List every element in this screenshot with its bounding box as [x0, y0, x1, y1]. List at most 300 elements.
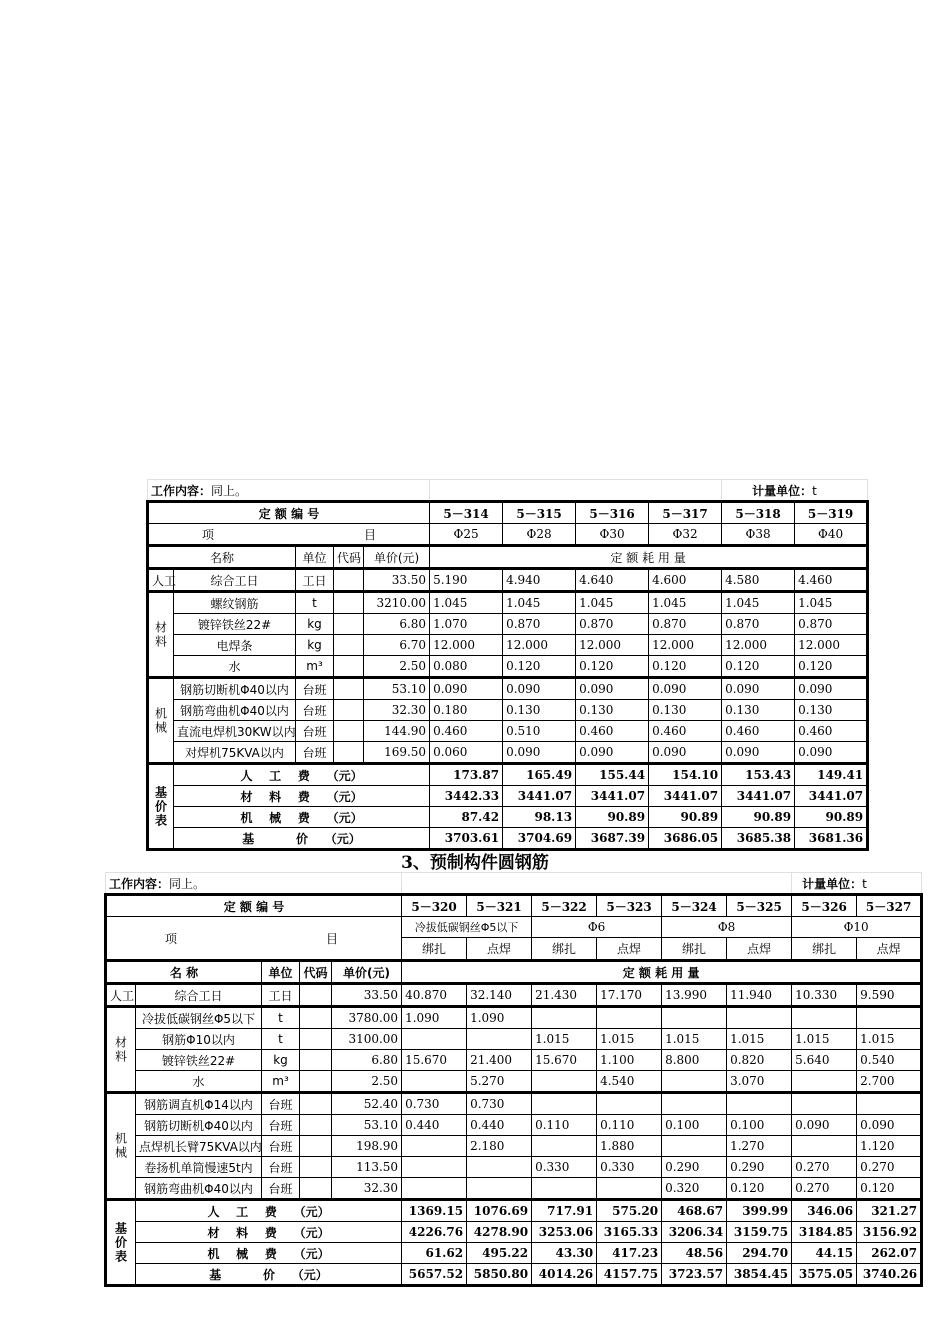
consumption-label: 定 额 耗 用 量 [430, 546, 868, 569]
base-label: 材 料 费 （元） [174, 786, 430, 807]
work-content-label: 工作内容： [151, 483, 212, 498]
item-unit: m³ [296, 656, 334, 678]
base-row [148, 807, 868, 828]
base-value: 4226.76 [402, 1222, 467, 1243]
value-cell: 2.700 [857, 1071, 922, 1093]
value-cell: 11.940 [727, 984, 792, 1007]
item-row [148, 614, 868, 635]
method-cell: 点焊 [857, 938, 922, 961]
value-cell [792, 1071, 857, 1093]
base-value: 346.06 [792, 1200, 857, 1222]
value-cell: 0.120 [503, 656, 576, 678]
base-value: 87.42 [430, 807, 503, 828]
material-group-label: 材料 [106, 1007, 136, 1093]
base-label: 机 械 费 （元） [136, 1243, 402, 1264]
base-value: 155.44 [576, 764, 649, 786]
item-unit: 台班 [296, 742, 334, 764]
material-group-label: 材料 [148, 592, 174, 678]
section-title: 3、预制构件圆钢筋 [401, 853, 549, 873]
base-value: 4278.90 [467, 1222, 532, 1243]
value-cell [662, 1093, 727, 1115]
base-value: 3206.34 [662, 1222, 727, 1243]
value-cell: 0.090 [795, 742, 868, 764]
consumption-label: 定 额 耗 用 量 [402, 961, 922, 984]
base-value: 153.43 [722, 764, 795, 786]
unit-value: t [862, 876, 867, 891]
base-value: 48.56 [662, 1243, 727, 1264]
item-row [106, 1071, 922, 1093]
value-cell: 0.100 [662, 1115, 727, 1136]
value-cell: 1.015 [792, 1029, 857, 1050]
value-cell: 5.640 [792, 1050, 857, 1071]
value-cell: 0.080 [430, 656, 503, 678]
value-cell: 15.670 [532, 1050, 597, 1071]
value-cell [727, 1093, 792, 1115]
value-cell [857, 1007, 922, 1029]
base-value: 3184.85 [792, 1222, 857, 1243]
item-row [148, 569, 868, 592]
item-price: 6.80 [332, 1050, 402, 1071]
base-value: 3686.05 [649, 828, 722, 850]
spec-group-row [106, 917, 922, 938]
base-group-label: 基价表 [148, 764, 174, 850]
spec-group: Φ6 [532, 917, 662, 938]
item-unit: t [262, 1029, 300, 1050]
spec-cell: Φ25 [430, 524, 503, 546]
base-label: 人 工 费 （元） [174, 764, 430, 786]
base-value: 98.13 [503, 807, 576, 828]
value-cell [662, 1071, 727, 1093]
item-row [106, 1136, 922, 1157]
base-value: 90.89 [722, 807, 795, 828]
item-name: 钢筋弯曲机Φ40以内 [136, 1178, 262, 1200]
item-price: 33.50 [332, 984, 402, 1007]
base-value: 3253.06 [532, 1222, 597, 1243]
spec-cell: Φ28 [503, 524, 576, 546]
base-value: 294.70 [727, 1243, 792, 1264]
base-value: 495.22 [467, 1243, 532, 1264]
value-cell: 0.330 [597, 1157, 662, 1178]
value-cell: 0.270 [792, 1178, 857, 1200]
item-price: 6.70 [364, 635, 430, 656]
value-cell: 12.000 [430, 635, 503, 656]
item-code [334, 700, 364, 721]
value-cell: 12.000 [795, 635, 868, 656]
quota-table-2 [104, 872, 923, 1287]
value-cell [467, 1029, 532, 1050]
base-label: 基 价 （元） [136, 1264, 402, 1286]
method-cell: 点焊 [467, 938, 532, 961]
item-code [334, 569, 364, 592]
base-group-label: 基价表 [106, 1200, 136, 1286]
base-value: 3441.07 [576, 786, 649, 807]
base-value: 5657.52 [402, 1264, 467, 1286]
item-price: 2.50 [364, 656, 430, 678]
value-cell: 0.870 [722, 614, 795, 635]
item-price: 3100.00 [332, 1029, 402, 1050]
value-cell: 0.120 [727, 1178, 792, 1200]
value-cell: 1.090 [402, 1007, 467, 1029]
base-value: 3685.38 [722, 828, 795, 850]
value-cell: 0.090 [722, 742, 795, 764]
base-label: 机 械 费 （元） [174, 807, 430, 828]
value-cell [727, 1007, 792, 1029]
value-cell: 32.140 [467, 984, 532, 1007]
base-label: 材 料 费 （元） [136, 1222, 402, 1243]
col-name: 名称 [148, 546, 296, 569]
base-value: 154.10 [649, 764, 722, 786]
code-cell: 5－324 [662, 895, 727, 917]
item-label: 项 [165, 931, 178, 946]
base-value: 1369.15 [402, 1200, 467, 1222]
value-cell: 21.400 [467, 1050, 532, 1071]
item-unit: kg [296, 614, 334, 635]
value-cell: 0.870 [649, 614, 722, 635]
value-cell: 0.110 [532, 1115, 597, 1136]
value-cell: 5.270 [467, 1071, 532, 1093]
value-cell: 0.090 [649, 678, 722, 700]
item-code [334, 656, 364, 678]
item-row [148, 635, 868, 656]
code-cell: 5－315 [503, 502, 576, 524]
value-cell [402, 1029, 467, 1050]
value-cell: 1.045 [795, 592, 868, 614]
value-cell: 0.090 [503, 742, 576, 764]
base-value: 3441.07 [649, 786, 722, 807]
base-value: 321.27 [857, 1200, 922, 1222]
item-row [106, 1157, 922, 1178]
value-cell: 4.640 [576, 569, 649, 592]
value-cell: 0.090 [722, 678, 795, 700]
base-value: 165.49 [503, 764, 576, 786]
base-value: 3165.33 [597, 1222, 662, 1243]
method-cell: 绑扎 [792, 938, 857, 961]
column-header-row [148, 546, 868, 569]
base-row [106, 1264, 922, 1286]
value-cell: 0.110 [597, 1115, 662, 1136]
unit-label: 计量单位： [752, 483, 813, 498]
base-value: 4014.26 [532, 1264, 597, 1286]
method-cell: 点焊 [727, 938, 792, 961]
value-cell: 0.460 [795, 721, 868, 742]
value-cell: 0.870 [795, 614, 868, 635]
item-label: 项 [202, 527, 215, 542]
value-cell [402, 1178, 467, 1200]
value-cell: 0.870 [503, 614, 576, 635]
base-row [106, 1200, 922, 1222]
code-cell: 5－320 [402, 895, 467, 917]
item-unit: kg [262, 1050, 300, 1071]
code-cell: 5－322 [532, 895, 597, 917]
item-row [106, 1178, 922, 1200]
value-cell: 0.100 [727, 1115, 792, 1136]
method-cell: 绑扎 [662, 938, 727, 961]
base-value: 3681.36 [795, 828, 868, 850]
item-code [300, 1029, 332, 1050]
base-value: 149.41 [795, 764, 868, 786]
base-value: 61.62 [402, 1243, 467, 1264]
col-price: 单价(元) [332, 961, 402, 984]
value-cell: 1.045 [430, 592, 503, 614]
value-cell: 4.540 [597, 1071, 662, 1093]
base-value: 90.89 [576, 807, 649, 828]
item-code [300, 984, 332, 1007]
item-code [300, 1071, 332, 1093]
base-value: 262.07 [857, 1243, 922, 1264]
unit-value: t [812, 483, 817, 498]
item-row [106, 984, 922, 1007]
work-content-value: 同上。 [169, 876, 206, 891]
item-name: 综合工日 [174, 569, 296, 592]
value-cell [402, 1136, 467, 1157]
method-cell: 绑扎 [532, 938, 597, 961]
value-cell: 0.460 [576, 721, 649, 742]
item-code [334, 742, 364, 764]
item-row [106, 1007, 922, 1029]
header-row [106, 873, 922, 895]
value-cell: 1.015 [597, 1029, 662, 1050]
item-unit: kg [296, 635, 334, 656]
base-value: 575.20 [597, 1200, 662, 1222]
value-cell: 0.130 [503, 700, 576, 721]
item-code [300, 1050, 332, 1071]
base-value: 3156.92 [857, 1222, 922, 1243]
value-cell: 0.130 [795, 700, 868, 721]
base-value: 3442.33 [430, 786, 503, 807]
item-unit: 台班 [262, 1093, 300, 1115]
value-cell: 3.070 [727, 1071, 792, 1093]
item-name: 卷扬机单筒慢速5t内 [136, 1157, 262, 1178]
quota-code-row [148, 502, 868, 524]
base-label: 基 价 （元） [174, 828, 430, 850]
item-name: 钢筋调直机Φ14以内 [136, 1093, 262, 1115]
value-cell [597, 1178, 662, 1200]
value-cell: 1.100 [597, 1050, 662, 1071]
value-cell: 4.940 [503, 569, 576, 592]
value-cell: 0.870 [576, 614, 649, 635]
value-cell [532, 1007, 597, 1029]
base-value: 3159.75 [727, 1222, 792, 1243]
value-cell: 1.015 [727, 1029, 792, 1050]
value-cell: 0.090 [857, 1115, 922, 1136]
item-price: 3210.00 [364, 592, 430, 614]
base-value: 3441.07 [722, 786, 795, 807]
base-value: 173.87 [430, 764, 503, 786]
value-cell [467, 1157, 532, 1178]
value-cell: 0.330 [532, 1157, 597, 1178]
work-content-label: 工作内容： [109, 876, 170, 891]
item-code [334, 592, 364, 614]
item-name: 钢筋切断机Φ40以内 [136, 1115, 262, 1136]
item-unit: 台班 [262, 1157, 300, 1178]
value-cell: 1.070 [430, 614, 503, 635]
item-row [148, 721, 868, 742]
value-cell: 12.000 [649, 635, 722, 656]
value-cell: 0.460 [649, 721, 722, 742]
base-value: 90.89 [649, 807, 722, 828]
labor-group-label: 人工 [106, 984, 136, 1007]
value-cell: 13.990 [662, 984, 727, 1007]
machine-group-label: 机械 [106, 1093, 136, 1200]
value-cell: 0.730 [467, 1093, 532, 1115]
item-name: 综合工日 [136, 984, 262, 1007]
item-code [300, 1136, 332, 1157]
item-price: 3780.00 [332, 1007, 402, 1029]
item-label-2: 目 [326, 931, 339, 946]
value-cell: 0.120 [722, 656, 795, 678]
item-code [300, 1178, 332, 1200]
base-value: 4157.75 [597, 1264, 662, 1286]
spec-group: Φ10 [792, 917, 922, 938]
item-price: 32.30 [364, 700, 430, 721]
value-cell [532, 1178, 597, 1200]
item-price: 144.90 [364, 721, 430, 742]
value-cell: 0.730 [402, 1093, 467, 1115]
base-value: 468.67 [662, 1200, 727, 1222]
value-cell: 0.290 [662, 1157, 727, 1178]
item-unit: m³ [262, 1071, 300, 1093]
value-cell: 1.015 [662, 1029, 727, 1050]
item-code [334, 678, 364, 700]
base-value: 5850.80 [467, 1264, 532, 1286]
base-value: 43.30 [532, 1243, 597, 1264]
value-cell: 1.045 [649, 592, 722, 614]
item-name: 钢筋Φ10以内 [136, 1029, 262, 1050]
item-code [300, 1007, 332, 1029]
item-price: 32.30 [332, 1178, 402, 1200]
code-cell: 5－325 [727, 895, 792, 917]
value-cell: 15.670 [402, 1050, 467, 1071]
col-unit: 单位 [296, 546, 334, 569]
item-name: 点焊机长臂75KVA以内 [136, 1136, 262, 1157]
unit-label: 计量单位： [802, 876, 863, 891]
base-value: 90.89 [795, 807, 868, 828]
code-cell: 5－318 [722, 502, 795, 524]
value-cell: 0.460 [722, 721, 795, 742]
method-cell: 绑扎 [402, 938, 467, 961]
method-cell: 点焊 [597, 938, 662, 961]
value-cell: 0.090 [576, 742, 649, 764]
value-cell [597, 1007, 662, 1029]
item-name: 电焊条 [174, 635, 296, 656]
spec-group: 冷拔低碳钢丝Φ5以下 [402, 917, 532, 938]
base-label: 人 工 费 （元） [136, 1200, 402, 1222]
col-unit: 单位 [262, 961, 300, 984]
value-cell [662, 1007, 727, 1029]
spec-cell: Φ30 [576, 524, 649, 546]
item-price: 2.50 [332, 1071, 402, 1093]
value-cell [402, 1157, 467, 1178]
item-row [148, 678, 868, 700]
col-code: 代码 [300, 961, 332, 984]
base-value: 1076.69 [467, 1200, 532, 1222]
value-cell: 4.460 [795, 569, 868, 592]
value-cell: 0.060 [430, 742, 503, 764]
value-cell: 0.090 [795, 678, 868, 700]
value-cell [857, 1093, 922, 1115]
base-row [106, 1243, 922, 1264]
value-cell: 0.120 [649, 656, 722, 678]
value-cell: 0.290 [727, 1157, 792, 1178]
item-price: 198.90 [332, 1136, 402, 1157]
value-cell: 4.580 [722, 569, 795, 592]
item-unit: t [296, 592, 334, 614]
value-cell: 0.130 [576, 700, 649, 721]
quota-label: 定 额 编 号 [148, 502, 430, 524]
value-cell: 0.120 [576, 656, 649, 678]
item-row [148, 656, 868, 678]
code-cell: 5－319 [795, 502, 868, 524]
value-cell: 1.880 [597, 1136, 662, 1157]
base-value: 3703.61 [430, 828, 503, 850]
item-unit: 工日 [296, 569, 334, 592]
item-price: 169.50 [364, 742, 430, 764]
value-cell: 4.600 [649, 569, 722, 592]
spec-cell: Φ40 [795, 524, 868, 546]
item-name: 对焊机75KVA以内 [174, 742, 296, 764]
column-header-row [106, 961, 922, 984]
value-cell: 1.015 [857, 1029, 922, 1050]
item-unit: 工日 [262, 984, 300, 1007]
item-price: 53.10 [332, 1115, 402, 1136]
item-name: 钢筋切断机Φ40以内 [174, 678, 296, 700]
value-cell [532, 1093, 597, 1115]
value-cell: 1.270 [727, 1136, 792, 1157]
code-cell: 5－317 [649, 502, 722, 524]
value-cell [792, 1093, 857, 1115]
value-cell: 17.170 [597, 984, 662, 1007]
spec-cell: Φ32 [649, 524, 722, 546]
item-price: 33.50 [364, 569, 430, 592]
item-name: 钢筋弯曲机Φ40以内 [174, 700, 296, 721]
item-price: 113.50 [332, 1157, 402, 1178]
base-value: 717.91 [532, 1200, 597, 1222]
item-code [300, 1115, 332, 1136]
quota-table-1 [146, 479, 869, 851]
code-cell: 5－327 [857, 895, 922, 917]
item-code [300, 1157, 332, 1178]
value-cell: 0.090 [503, 678, 576, 700]
item-name: 水 [174, 656, 296, 678]
item-code [334, 721, 364, 742]
item-code [334, 614, 364, 635]
item-label-2: 目 [364, 527, 377, 542]
item-unit: 台班 [296, 678, 334, 700]
col-price: 单价(元) [364, 546, 430, 569]
item-row [106, 1093, 922, 1115]
item-row [148, 524, 868, 546]
item-row [106, 1115, 922, 1136]
value-cell: 0.320 [662, 1178, 727, 1200]
value-cell: 40.870 [402, 984, 467, 1007]
value-cell: 1.045 [503, 592, 576, 614]
item-row [106, 1050, 922, 1071]
table2-body [106, 984, 922, 1286]
value-cell [402, 1071, 467, 1093]
header-row [148, 480, 868, 502]
base-value: 3740.26 [857, 1264, 922, 1286]
value-cell: 1.045 [576, 592, 649, 614]
base-value: 417.23 [597, 1243, 662, 1264]
base-row [148, 828, 868, 850]
item-name: 镀锌铁丝22# [174, 614, 296, 635]
value-cell: 1.090 [467, 1007, 532, 1029]
value-cell: 10.330 [792, 984, 857, 1007]
item-price: 6.80 [364, 614, 430, 635]
base-row [148, 786, 868, 807]
item-row [106, 1029, 922, 1050]
spec-group: Φ8 [662, 917, 792, 938]
